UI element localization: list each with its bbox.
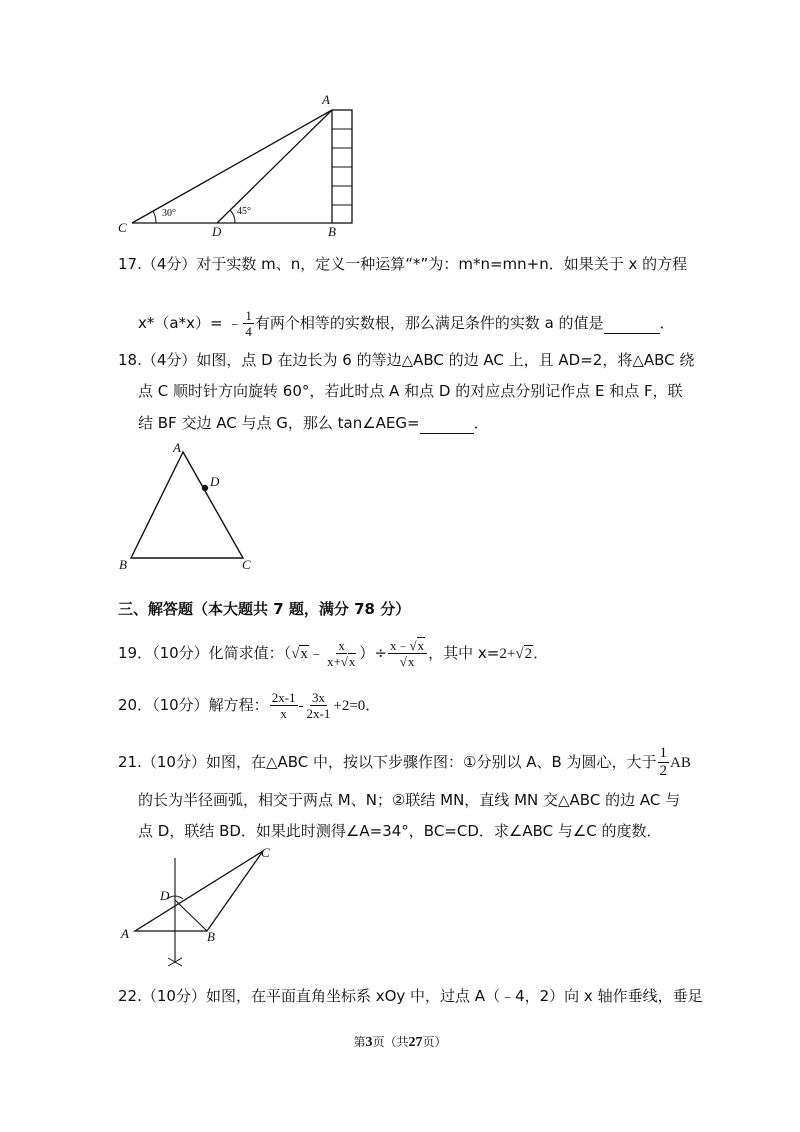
q19-frac2-den-radicand: x: [407, 654, 415, 669]
point-label-b: B: [119, 557, 127, 572]
point-label-d: D: [210, 474, 220, 489]
q17-minus: ﹣: [227, 314, 243, 332]
q19-frac1-num: x: [338, 638, 345, 653]
q17-line2: [138, 308, 675, 339]
q20-minus: -: [298, 698, 304, 714]
q19-frac1-den-radicand: x: [348, 654, 356, 669]
q18-text-1: 18.（4分）如图，点 D 在边长为 6 的等边△ABC 的边 AC 上，且 AD=2，将△ABC 绕: [118, 351, 695, 369]
q19-fraction-1: [325, 638, 358, 669]
q19-frac1-den: [325, 654, 358, 669]
point-label-a: A: [121, 926, 129, 941]
q18-answer-blank[interactable]: [420, 413, 474, 434]
q20-frac2-den: 2x-1: [306, 706, 331, 721]
q20-line: [118, 690, 380, 721]
q21-line2: [138, 790, 680, 810]
point-label-d: D: [160, 888, 170, 903]
q18-line2: [138, 381, 683, 401]
q21-half-fraction: [658, 745, 670, 780]
footer-page-number: 3: [365, 1035, 373, 1050]
q21-text-2: 的长为半径画弧，相交于两点 M、N；②联结 MN，直线 MN 交△ABC 的边 AC 与: [138, 791, 681, 809]
q19-fraction-2: [388, 638, 427, 669]
sqrt-sign: √: [409, 638, 417, 653]
q17-text-2: 有两个相等的实数根，那么满足条件的实数 a 的值是: [254, 314, 604, 332]
q18-line1: [118, 350, 694, 370]
q19-prefix: 19．（10分）化简求值：（: [118, 644, 292, 662]
triangle-figure-q18: [115, 440, 265, 575]
q17-period: ．: [659, 314, 675, 332]
q18-text-3: 结 BF 交边 AC 与点 G，那么 tan∠AEG=: [138, 414, 420, 432]
angle-label-30: 30°: [162, 208, 176, 219]
point-label-b: B: [207, 929, 215, 944]
q21-text-3: 点 D，联结 BD．如果此时测得∠A=34°，BC=CD．求∠ABC 与∠C 的度数．: [138, 822, 662, 840]
q17-answer-blank[interactable]: [604, 313, 660, 334]
sqrt-sign: √: [291, 646, 300, 662]
q19-divide: ）÷: [359, 644, 387, 662]
angle-label-45: 45°: [237, 206, 251, 217]
section-title: 三、解答题（本大题共 7 题，满分 78 分）: [118, 600, 411, 618]
q21-half-den: 2: [659, 763, 668, 779]
q21-text-1: 21.（10分）如图，在△ABC 中，按以下步骤作图：①分别以 A、B 为圆心，大于: [118, 753, 657, 771]
q20-frac1-den: x: [280, 706, 287, 721]
point-label-c: C: [261, 845, 270, 860]
q17-line1: [118, 254, 687, 274]
q19-frac2-num-radicand: x: [417, 638, 425, 653]
q18-text-2: 点 C 顺时针方向旋转 60°，若此时点 A 和点 D 的对应点分别记作点 E 和点 F，联: [138, 382, 683, 400]
footer-mid: 页（共: [372, 1035, 409, 1049]
perpendicular-bisector-diagram: [115, 843, 285, 973]
point-label-a: A: [322, 92, 330, 107]
point-label-c: C: [242, 557, 251, 572]
q20-frac2-num: 3x: [311, 690, 325, 705]
q20-frac1-num: 2x-1: [271, 690, 296, 705]
q17-equation-prefix: x*（a*x）=: [138, 314, 223, 332]
q19-radicand: x: [300, 646, 308, 662]
footer-post: 页）: [422, 1035, 447, 1049]
footer-total-pages: 27: [408, 1035, 423, 1050]
q17-frac-num: 1: [245, 308, 252, 323]
point-label-d: D: [212, 224, 222, 239]
q19-tail: ，其中 x=: [428, 644, 500, 662]
q20-fraction-2: [305, 690, 333, 721]
q20-fraction-1: [270, 690, 298, 721]
q21-line3: [138, 821, 662, 841]
point-label-c: C: [118, 220, 127, 235]
q19-line: [118, 638, 548, 669]
tower-figure: [110, 90, 370, 240]
q19-x-value: 2+: [499, 646, 516, 662]
page-footer: [0, 1033, 800, 1051]
q19-x-radicand: 2: [524, 646, 533, 662]
q18-period: ．: [473, 414, 489, 432]
q20-tail: +2=0．: [333, 698, 381, 714]
q22-line1: [118, 986, 703, 1006]
q19-frac2-num-text: x﹣: [390, 638, 410, 653]
q19-period: ．: [533, 644, 549, 662]
q22-text-1: 22.（10分）如图，在平面直角坐标系 xOy 中，过点 A（﹣4，2）向 x 轴作垂线，垂足: [118, 987, 703, 1005]
tower-diagram: [110, 90, 370, 240]
q19-frac2-num: [388, 638, 427, 654]
q21-half-num: 1: [659, 745, 668, 761]
q19-frac1-den-text: x+: [326, 654, 341, 669]
q19-minus: ﹣: [308, 644, 324, 662]
sqrt-sign: √: [340, 654, 348, 669]
q17-frac-den: 4: [245, 324, 252, 339]
footer-pre: 第: [353, 1035, 366, 1049]
triangle-abc-diagram: [115, 440, 265, 575]
q19-frac2-den: [398, 654, 418, 669]
q17-text-1: 17.（4分）对于实数 m、n，定义一种运算“*”为：m*n=mn+n．如果关于 x 的方程: [118, 255, 688, 273]
q21-ab: AB: [670, 755, 691, 771]
q17-fraction: [243, 308, 254, 339]
point-label-a: A: [173, 440, 181, 455]
q20-prefix: 20．（10分）解方程：: [118, 696, 269, 714]
triangle-figure-q21: [115, 843, 285, 973]
sqrt-sign: √: [515, 646, 524, 662]
q18-line3: [138, 413, 489, 434]
q21-line1: [118, 745, 691, 780]
point-label-b: B: [328, 224, 336, 239]
sqrt-sign: √: [399, 654, 407, 669]
